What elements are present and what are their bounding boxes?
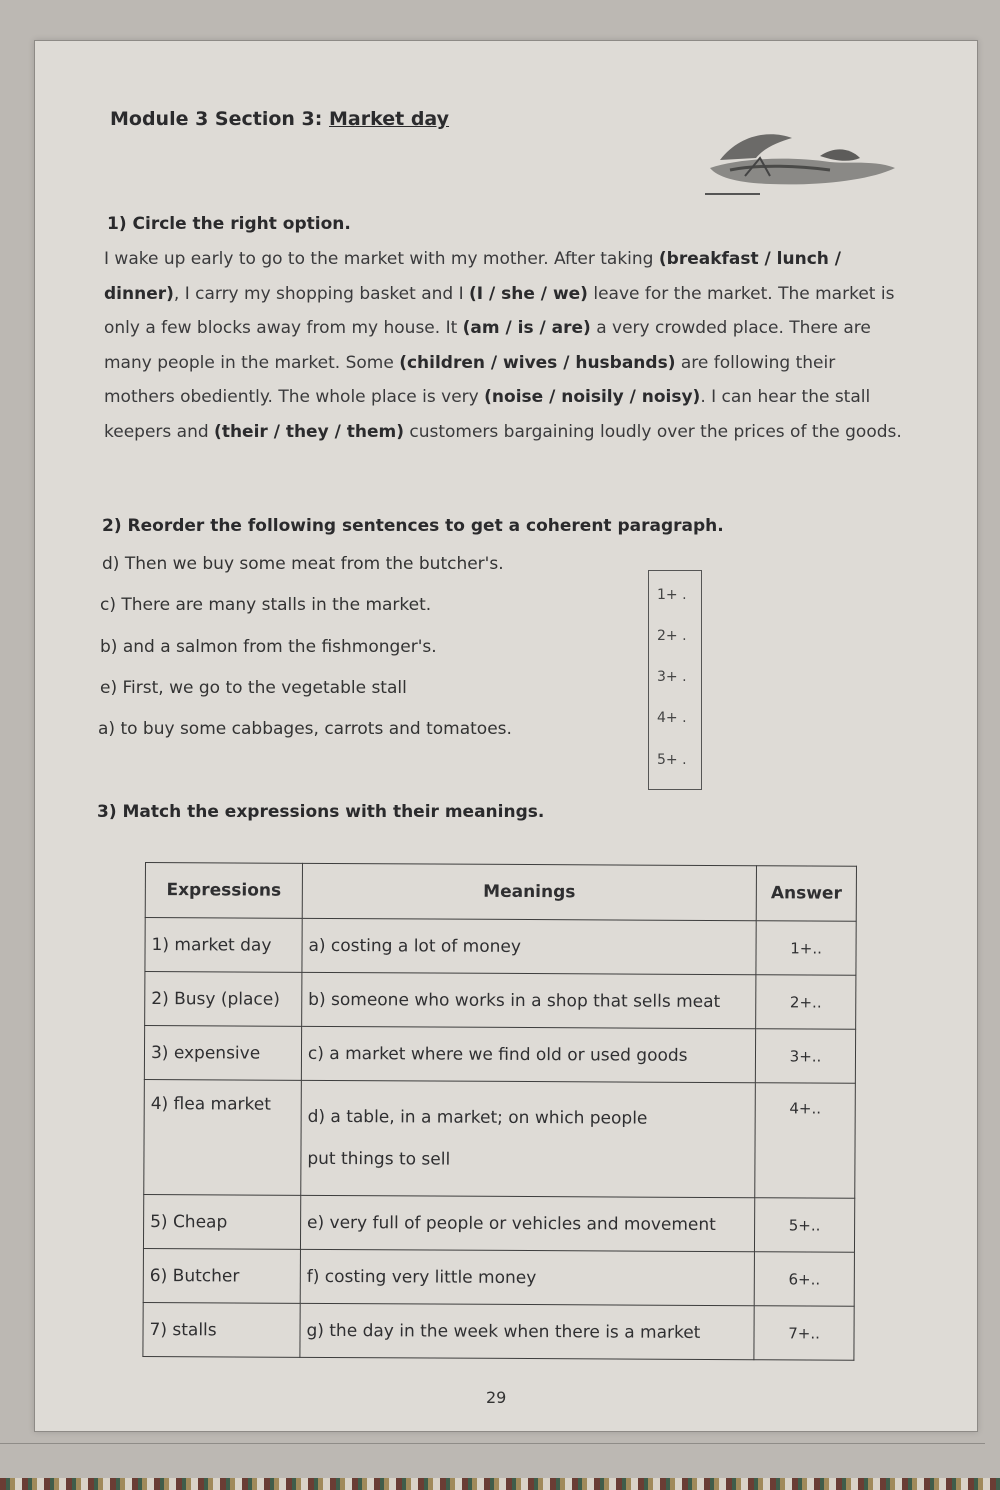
expression-cell: 3) expensive (144, 1026, 301, 1081)
meaning-line-2: put things to sell (307, 1148, 451, 1170)
paragraph-text: are following their mothers obediently. The whole place is very (104, 352, 836, 407)
option-group[interactable]: (I / she / we) (469, 283, 588, 304)
q1-paragraph (104, 242, 904, 449)
option-group[interactable]: (noise / noisily / noisy) (484, 387, 701, 407)
order-slot-4[interactable]: 4+ . (657, 710, 687, 726)
paragraph-text: customers bargaining loudly over the prices of the goods. (403, 421, 902, 442)
sentence-d: d) Then we buy some meat from the butcher's. (102, 554, 504, 574)
option-group[interactable]: (their / they / them) (214, 421, 404, 442)
answer-cell[interactable]: 6+.. (754, 1252, 854, 1307)
page-number: 29 (486, 1388, 507, 1407)
order-slot-5[interactable]: 5+ . (657, 752, 687, 768)
paragraph-text: a very crowded place. There are many people in the market. Some (104, 318, 871, 373)
background-fabric (0, 1478, 1000, 1490)
answer-cell[interactable]: 2+.. (756, 975, 856, 1030)
meaning-cell: c) a market where we find old or used goods (301, 1026, 755, 1082)
option-group[interactable]: (children / wives / husbands) (399, 352, 676, 373)
order-answer-box (648, 570, 702, 790)
page-edge-line (0, 1443, 985, 1444)
answer-cell[interactable]: 1+.. (756, 921, 856, 976)
sentence-e: e) First, we go to the vegetable stall (100, 678, 407, 698)
matching-table (142, 862, 857, 1361)
answer-cell[interactable]: 4+.. (755, 1083, 856, 1199)
title-text: Market day (329, 108, 450, 130)
header-expressions: Expressions (145, 863, 302, 919)
table-header-row (145, 863, 856, 922)
meaning-line-1: d) a table, in a market; on which people (307, 1106, 648, 1129)
page-title (110, 108, 449, 130)
header-meanings: Meanings (302, 863, 756, 920)
table-row (143, 1302, 854, 1360)
expression-cell: 6) Butcher (143, 1248, 300, 1303)
meaning-cell: a) costing a lot of money (302, 918, 756, 974)
boat-illustration-icon (700, 128, 900, 204)
paragraph-text: . I can hear the stall keepers and (104, 387, 871, 442)
option-group[interactable]: (breakfast / lunch / dinner) (104, 249, 842, 304)
sentence-a: a) to buy some cabbages, carrots and tomatoes. (98, 719, 512, 739)
paragraph-text: leave for the market. The market is only a few blocks away from my house. It (104, 283, 895, 338)
sentence-c: c) There are many stalls in the market. (100, 595, 432, 615)
q3-instruction: 3) Match the expressions with their meanings. (97, 802, 545, 822)
meaning-cell (301, 1080, 756, 1197)
expression-cell: 5) Cheap (143, 1194, 300, 1249)
expression-cell: 1) market day (145, 918, 302, 973)
table-row (144, 1079, 856, 1198)
module-label: Module 3 Section 3: (110, 108, 323, 130)
expression-cell: 7) stalls (143, 1302, 300, 1357)
order-slot-3[interactable]: 3+ . (657, 669, 687, 685)
table-row (145, 972, 856, 1030)
table-row (145, 918, 856, 976)
option-group[interactable]: (am / is / are) (462, 318, 591, 338)
paragraph-text: I wake up early to go to the market with my mother. After taking (104, 249, 659, 269)
table-row (143, 1194, 854, 1252)
table-row (143, 1248, 854, 1306)
expression-cell: 2) Busy (place) (145, 972, 302, 1027)
header-answer: Answer (756, 866, 856, 922)
paragraph-text: , I carry my shopping basket and I (173, 283, 469, 304)
table-row (144, 1026, 855, 1084)
meaning-cell: b) someone who works in a shop that sells meat (302, 972, 756, 1028)
meaning-cell: f) costing very little money (300, 1249, 754, 1305)
q2-instruction: 2) Reorder the following sentences to get a coherent paragraph. (102, 516, 724, 536)
q1-instruction: 1) Circle the right option. (107, 214, 351, 234)
answer-cell[interactable]: 7+.. (754, 1306, 854, 1361)
sentence-b: b) and a salmon from the fishmonger's. (100, 637, 437, 657)
order-slot-2[interactable]: 2+ . (657, 628, 687, 644)
expression-cell: 4) flea market (144, 1079, 302, 1195)
meaning-cell: g) the day in the week when there is a market (300, 1303, 754, 1359)
answer-cell[interactable]: 3+.. (755, 1029, 855, 1084)
answer-cell[interactable]: 5+.. (754, 1198, 854, 1253)
meaning-cell: e) very full of people or vehicles and movement (300, 1195, 754, 1251)
order-slot-1[interactable]: 1+ . (657, 587, 687, 603)
